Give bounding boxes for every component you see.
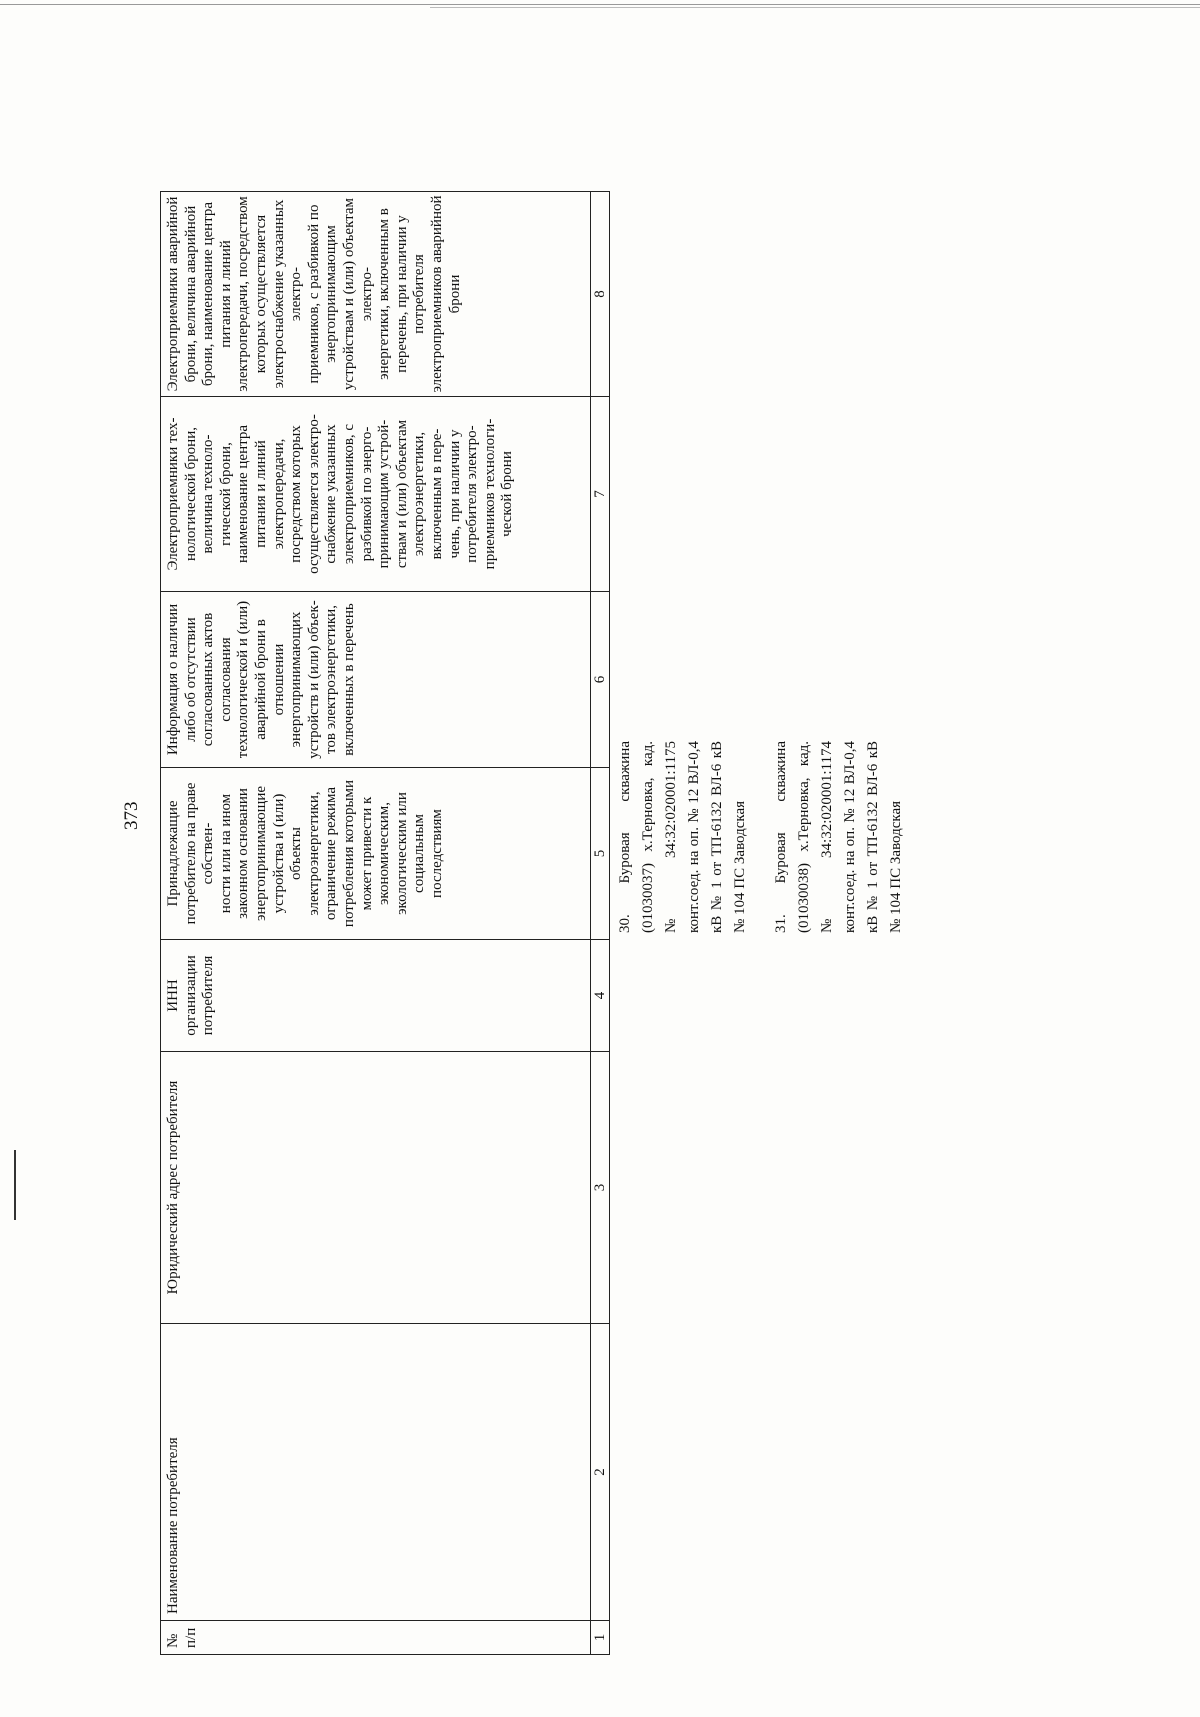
- header-col-3: Юридический адрес потребителя: [161, 1052, 591, 1324]
- page-number: 373: [121, 801, 142, 830]
- scan-margin-mark: [14, 1150, 16, 1220]
- header-col-6: Информация о наличии либо об отсутствии согласованных актов согласования технологической и (или) аварийной брони в отношении энергопринимающих устройств и (или) объек- тов электроэнергетики, включенных в перечень: [161, 592, 591, 768]
- column-number: 3: [591, 1052, 610, 1324]
- column-number: 1: [591, 1621, 610, 1655]
- column-number: 7: [591, 397, 610, 592]
- column-number: 5: [591, 768, 610, 940]
- column-number: 4: [591, 940, 610, 1052]
- list-item: 30. Буровая скважина (01030037) х.Терновка, кад. № 34:32:020001:1175 конт.соед. на оп. № 12 ВЛ-0,4 кВ № 1 от ТП-6132 ВЛ-6 кВ № 104 ПС Заводская: [617, 741, 748, 933]
- column-number: 2: [591, 1324, 610, 1621]
- scan-edge-line: [430, 7, 1200, 8]
- column-number: 6: [591, 592, 610, 768]
- header-col-5: Принадлежащие потребителю на праве собствен- ности или на ином законном основании энергопринимающие устройства и (или) объекты электроэнергетики, ограничение режима потребления которыми может привести к экономическим, экологическим или социальным последствиям: [161, 768, 591, 940]
- consumer-table: [160, 191, 610, 1655]
- rotated-page-content: [160, 55, 920, 1655]
- header-col-4: ИНН организации потребителя: [161, 940, 591, 1052]
- entries-block: [614, 741, 926, 933]
- column-number-row: [591, 192, 610, 1655]
- header-col-1: № п/п: [161, 1621, 591, 1655]
- header-col-7: Электроприемники тех- нологической брони, величина техноло- гической брони, наименование центра питания и линий электропередачи, посредством которых осуществляется электро- снабжение указанных электроприемников, с разбивкой по энерго- принимающим устрой- ствам и (или) объектам электроэнергетики, включенным в пере- чень, при наличии у потребителя электро- приемников технологи- ческой брони: [161, 397, 591, 592]
- list-item: 31. Буровая скважина (01030038) х.Терновка, кад. № 34:32:020001:1174 конт.соед. на оп. № 12 ВЛ-0,4 кВ № 1 от ТП-6132 ВЛ-6 кВ № 104 ПС Заводская: [773, 741, 904, 933]
- header-col-8: Электроприемники аварийной брони, величина аварийной брони, наименование центра питания и линий электропередачи, посредством которых осуществляется электроснабжение указанных электро- приемников, с разбивкой по энергопринимающим устройствам и (или) объектам электро- энергетики, включенным в перечень, при наличии у потребителя электроприемников аварийной брони: [161, 192, 591, 397]
- column-number: 8: [591, 192, 610, 397]
- scan-edge-line: [0, 4, 1200, 5]
- header-col-2: Наименование потребителя: [161, 1324, 591, 1621]
- table-header-row: [161, 192, 591, 1655]
